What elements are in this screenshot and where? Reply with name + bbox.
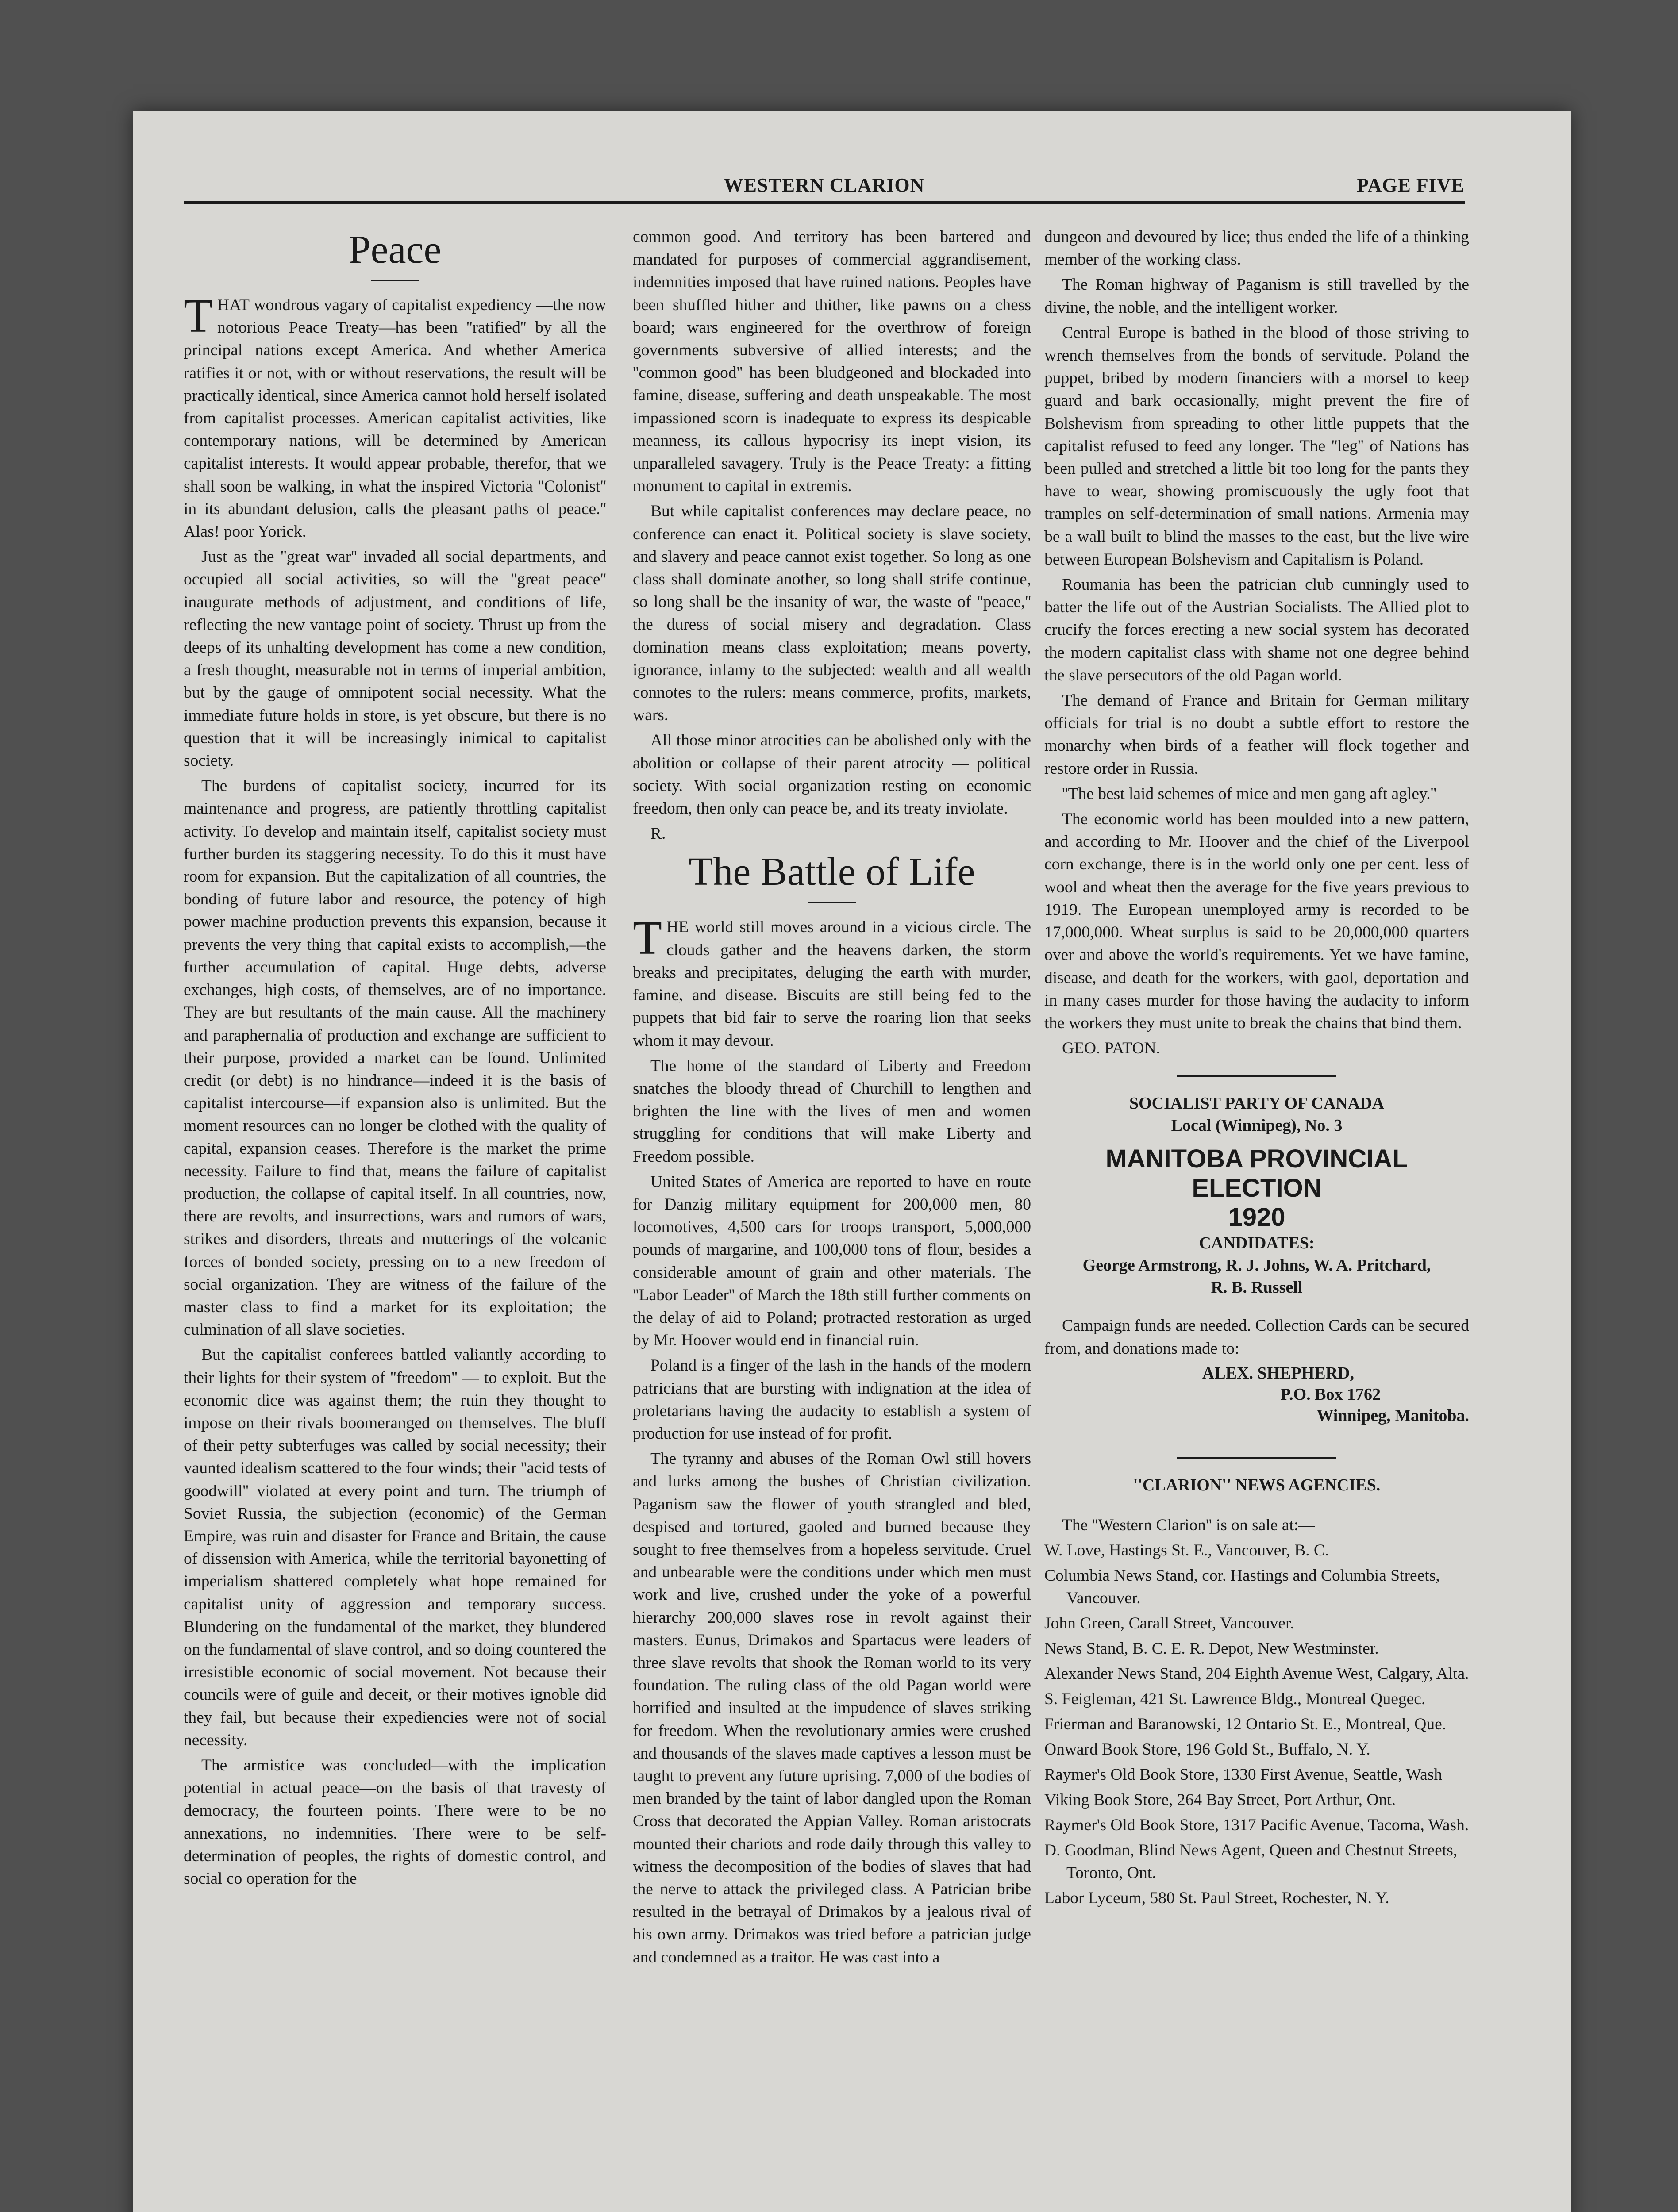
- paragraph: But while capitalist conferences may declare peace, no conference can enact it. Political society is slave society, and slavery and peace cannot exist together. So long as one class shall dominate another, so long shall strife continue, so long shall be the insanity of war, the waste of ''peace,'' the duress of social misery and degradation. Class domination means class exploitation; means poverty, ignorance, infamy to the subjected: wealth and all wealth connotes to the rulers: means commerce, profits, markets, wars.: [633, 502, 1031, 725]
- page-number: PAGE FIVE: [1356, 174, 1465, 196]
- author-initial: R.: [650, 825, 666, 843]
- ad-candidates-label: CANDIDATES:: [1199, 1234, 1315, 1253]
- agency-item: W. Love, Hastings St. E., Vancouver, B. C.: [1044, 1541, 1329, 1559]
- drop-cap: T: [184, 290, 213, 342]
- article-title: Peace: [348, 228, 442, 272]
- agency-item: Viking Book Store, 264 Bay Street, Port Arthur, Ont.: [1044, 1790, 1396, 1809]
- ad-year: 1920: [1228, 1203, 1285, 1232]
- paragraph: Poland is a finger of the lash in the hands of the modern patricians that are bursting with indignation at the idea of proletarians having the audacity to establish a system of production for use instead of for profit.: [633, 1356, 1031, 1443]
- ad-appeal: Campaign funds are needed. Collection Cards can be secured from, and donations made to:: [1044, 1317, 1469, 1358]
- drop-cap: T: [633, 912, 662, 965]
- news-agencies: [1044, 1474, 1469, 1909]
- paragraph: THAT wondrous vagary of capitalist expediency —the now notorious Peace Treaty—has been ''ratified'' by all the principal nations except America. And whether America ratifies it or not, with or without reservations, the result will be practically identical, since America cannot hold herself isolated from capitalist processes. American capitalist activities, like contemporary nations, will be determined by American capitalist interests. It would appear probable, therefor, that we shall soon be walking, in what the inspired Victoria ''Colonist'' in its abundant delusion, calls the pleasant paths of peace.'' Alas! poor Yorick.: [184, 290, 606, 541]
- page-header: [184, 170, 1465, 201]
- ad-headline: MANITOBA PROVINCIAL ELECTION: [1105, 1144, 1408, 1203]
- agency-item: D. Goodman, Blind News Agent, Queen and Chestnut Streets, Toronto, Ont.: [1044, 1841, 1458, 1882]
- ad-address: ALEX. SHEPHERD,: [1202, 1363, 1354, 1382]
- agencies-title: ''CLARION'' NEWS AGENCIES.: [1133, 1475, 1381, 1494]
- paragraph: Just as the ''great war'' invaded all social departments, and occupied all social activities, so will the ''great peace'' inaugurate methods of adjustment, and conditions of life, reflecting the new vantage point of society. Thrust up from the deeps of its unhalting development has come a new condition, a fresh thought, measurable not in terms of imperial ambition, but by the gauge of omnipotent social necessity. What the immediate future holds in store, is yet obscure, but there is no question that it will be increasingly inimical to capitalist society.: [184, 548, 606, 770]
- paragraph: All those minor atrocities can be abolished only with the abolition or collapse of their parent atrocity — political society. With social organization resting on economic freedom, then only can peace be, and its treaty inviolate.: [633, 731, 1031, 818]
- column-2: [633, 226, 1031, 1971]
- election-ad: [1044, 1092, 1469, 1426]
- section-rule: [1177, 1457, 1336, 1459]
- paragraph: THE world still moves around in a vicious circle. The clouds gather and the heavens darken, the storm breaks and precipitates, deluging the earth with murder, famine, and disease. Biscuits are still being fed to the puppets that bid fair to serve the roaring lion that seeks whom it may devour.: [633, 912, 1031, 1050]
- paragraph: Roumania has been the patrician club cunningly used to batter the life out of the Austrian Socialists. The Allied plot to crucify the forces erecting a new social system has decorated the modern capitalist class with shame not one degree behind the slave persecutors of the old Pagan world.: [1044, 576, 1469, 684]
- agency-item: News Stand, B. C. E. R. Depot, New Westminster.: [1044, 1639, 1379, 1658]
- ad-local: Local (Winnipeg), No. 3: [1171, 1116, 1343, 1135]
- paragraph: The tyranny and abuses of the Roman Owl still hovers and lurks among the bushes of Christian civilization. Paganism saw the flower of youth strangled and bled, despised and tortured, gaoled and burned because they sought to free themselves from a hopeless servitude. Cruel and unbearable were the conditions under which men must work and live, crushed under the yoke of a powerful hierarchy 200,000 slaves rose in revolt against their masters. Eunus, Drimakos and Spartacus were leaders of three slave revolts that shook the Roman world to its very foundation. The ruling class of the old Pagan world were horrified and insulted at the impudence of slaves striking for freedom. When the revolutionary armies were crushed and thousands of the slaves made captives a lesson must be taught to prevent any future uprising. 7,000 of the bodies of men branded by the taint of labor dangled upon the Roman Cross that decorated the Appian Valley. Roman aristocrats mounted their chariots and rode daily through this valley to witness the decomposition of the bodies of slaves that had the nerve to attack the privileged class. A Patrician bribe resulted in the betrayal of Drimakos by a jealous rival of his own army. Drimakos was tried before a patrician judge and condemned as a traitor. He was cast into a: [633, 1450, 1031, 1966]
- paragraph: The armistice was concluded—with the implication potential in actual peace—on the basis of that travesty of democracy, the fourteen points. There were to be no annexations, no indemnities. There were to be self-determination of peoples, the rights of domestic control, and social co operation for the: [184, 1756, 606, 1888]
- paragraph: The demand of France and Britain for German military officials for trial is no doubt a subtle effort to restore the monarchy when birds of a feather will flock together and restore order in Russia.: [1044, 691, 1469, 778]
- agency-item: Columbia News Stand, cor. Hastings and Columbia Streets, Vancouver.: [1044, 1566, 1440, 1607]
- ad-address: Winnipeg, Manitoba.: [1316, 1406, 1469, 1425]
- paragraph: Central Europe is bathed in the blood of those striving to wrench themselves from the bonds of servitude. Poland the puppet, bribed by modern financiers with a morsel to keep guard and bark occasionally, might prevent the fire of Bolshevism from spreading to other little puppets that the capitalist refused to feed any longer. The ''leg'' of Nations has been pulled and stretched a little bit too long for the pants they have to wear, showing promiscuously the ugly foot that tramples on self-determination of small nations. Armenia may be a wall built to blind the masses to the east, but the live wire between European Bolshevism and Capitalism is Poland.: [1044, 323, 1469, 568]
- column-1: [184, 226, 606, 1893]
- ad-candidates: George Armstrong, R. J. Johns, W. A. Pritchard,: [1082, 1256, 1431, 1275]
- section-rule: [1177, 1075, 1336, 1077]
- paragraph: The economic world has been moulded into a new pattern, and according to Mr. Hoover and the chief of the Liverpool corn exchange, there is in the world only one per cent. less of wool and wheat then the average for the five years previous to 1919. The European unemployed army is recorded to be 17,000,000. Wheat surplus is said to be 20,000,000 quarters over and above the world's requirements. Yet we have famine, disease, and death for the workers, with gaol, deportation and in many cases murder for those having the audacity to inform the workers they must unite to break the chains that bind them.: [1044, 810, 1469, 1032]
- column-3: [1044, 226, 1469, 1912]
- paragraph: United States of America are reported to have en route for Danzig military equipment for 200,000 men, 80 locomotives, 4,500 cars for troops transport, 5,000,000 pounds of margarine, and 100,000 tons of flour, besides a considerable amount of grain and other materials. The ''Labor Leader'' of March the 18th still further comments on the delay of aid to Poland; protracted restoration as urged by Mr. Hoover would end in financial ruin.: [633, 1172, 1031, 1350]
- author-signature: GEO. PATON.: [1062, 1039, 1160, 1058]
- agency-item: Onward Book Store, 196 Gold St., Buffalo, N. Y.: [1044, 1740, 1370, 1759]
- agencies-intro: The ''Western Clarion'' is on sale at:—: [1062, 1516, 1315, 1534]
- masthead: WESTERN CLARION: [724, 174, 925, 196]
- agency-item: S. Feigleman, 421 St. Lawrence Bldg., Montreal Quegec.: [1044, 1690, 1426, 1708]
- paragraph: The home of the standard of Liberty and Freedom snatches the bloody thread of Churchill to lengthen and brighten the line with the lives of men and women struggling for conditions that will make Liberty and Freedom possible.: [633, 1056, 1031, 1166]
- agency-item: Labor Lyceum, 580 St. Paul Street, Rochester, N. Y.: [1044, 1889, 1389, 1907]
- paragraph: The burdens of capitalist society, incurred for its maintenance and progress, are patiently throttling capitalist activity. To develop and maintain itself, capitalist society must further burden its staggering necessity. To do this it must have room for expansion. But the capitalization of all countries, the bonding of future labor and resource, the potency of high power machine production prevents this expansion, because it prevents the very thing that capital exists to accomplish,—the further accumulation of capital. Huge debts, adverse exchanges, high costs, of themselves, are of no importance. They are but resultants of the main cause. All the machinery and paraphernalia of production and exchange are sufficient to their purpose, provided a market can be found. Unlimited credit (or debt) is no hindrance—indeed it is the basis of capitalist intercourse—if expansion also is unlimited. But the moment resources can no longer be clothed with the quality of capital, expansion ceases. Therefore is the market the prime necessity. Failure to find that, means the failure of capitalist production, the collapse of capital itself. In all countries, now, there are revolts, and insurrections, wars and rumors of wars, strikes and disorders, threats and mutterings of the volcanic forces of bonded society, pressing on to a new freedom of social organization. They are witness of the failure of the master class to find a market for its exploitation; the culmination of all slave societies.: [184, 777, 606, 1339]
- paragraph: ''The best laid schemes of mice and men gang aft agley.'': [1062, 784, 1437, 803]
- title-rule: [371, 280, 420, 281]
- ad-candidates: R. B. Russell: [1211, 1278, 1303, 1297]
- ad-address: P.O. Box 1762: [1280, 1385, 1381, 1404]
- paragraph: The Roman highway of Paganism is still travelled by the divine, the noble, and the intelligent worker.: [1044, 276, 1469, 317]
- paragraph: But the capitalist conferees battled valiantly according to their lights for their system of ''freedom'' — to exploit. But the economic dice was against them; the ruin they thought to impose on their rivals boomeranged on themselves. The bluff of their petty subterfuges was called by social necessity; their vaunted idealism scattered to the four winds; their ''acid tests of goodwill'' violated at every point and turn. The triumph of Soviet Russia, the subjection (economic) of the German Empire, was ruin and disaster for France and Britain, the cause of dissension with America, while the territorial bayonetting of imperialism shattered completely what hope remained for capitalist unity of aggression and temporary success. Blundering on the fundamental of the market, they blundered on the fundamental of slave control, and so doing countered the irresistible economic of social movement. Not because their councils were of guile and deceit, or their motives ignoble did they fail, but because their expediencies were not of social necessity.: [184, 1346, 606, 1749]
- title-rule: [808, 902, 856, 903]
- article-title: The Battle of Life: [689, 850, 975, 894]
- ad-party: SOCIALIST PARTY OF CANADA: [1129, 1094, 1385, 1113]
- agency-item: John Green, Carall Street, Vancouver.: [1044, 1614, 1294, 1632]
- paragraph: common good. And territory has been bartered and mandated for purposes of commercial aggrandisement, indemnities imposed that have ruined nations. Peoples have been shuffled hither and thither, like pawns on a chess board; wars engineered for the overthrow of foreign governments subversive of allied interests; and the ''common good'' has been bludgeoned and blockaded into famine, disease, suffering and death unspeakable. The most impassioned scorn is inadequate to express its despicable meanness, its callous hypocrisy its inept vision, its unparalleled savagery. Truly is the Peace Treaty: a fitting monument to capital in extremis.: [633, 228, 1031, 495]
- agency-item: Raymer's Old Book Store, 1330 First Avenue, Seattle, Wash: [1044, 1765, 1443, 1784]
- paragraph: dungeon and devoured by lice; thus ended the life of a thinking member of the working class.: [1044, 228, 1469, 269]
- agency-item: Raymer's Old Book Store, 1317 Pacific Avenue, Tacoma, Wash.: [1044, 1816, 1469, 1834]
- agency-item: Frierman and Baranowski, 12 Ontario St. E., Montreal, Que.: [1044, 1715, 1447, 1733]
- header-rule: [184, 201, 1465, 204]
- agency-item: Alexander News Stand, 204 Eighth Avenue West, Calgary, Alta.: [1044, 1664, 1469, 1683]
